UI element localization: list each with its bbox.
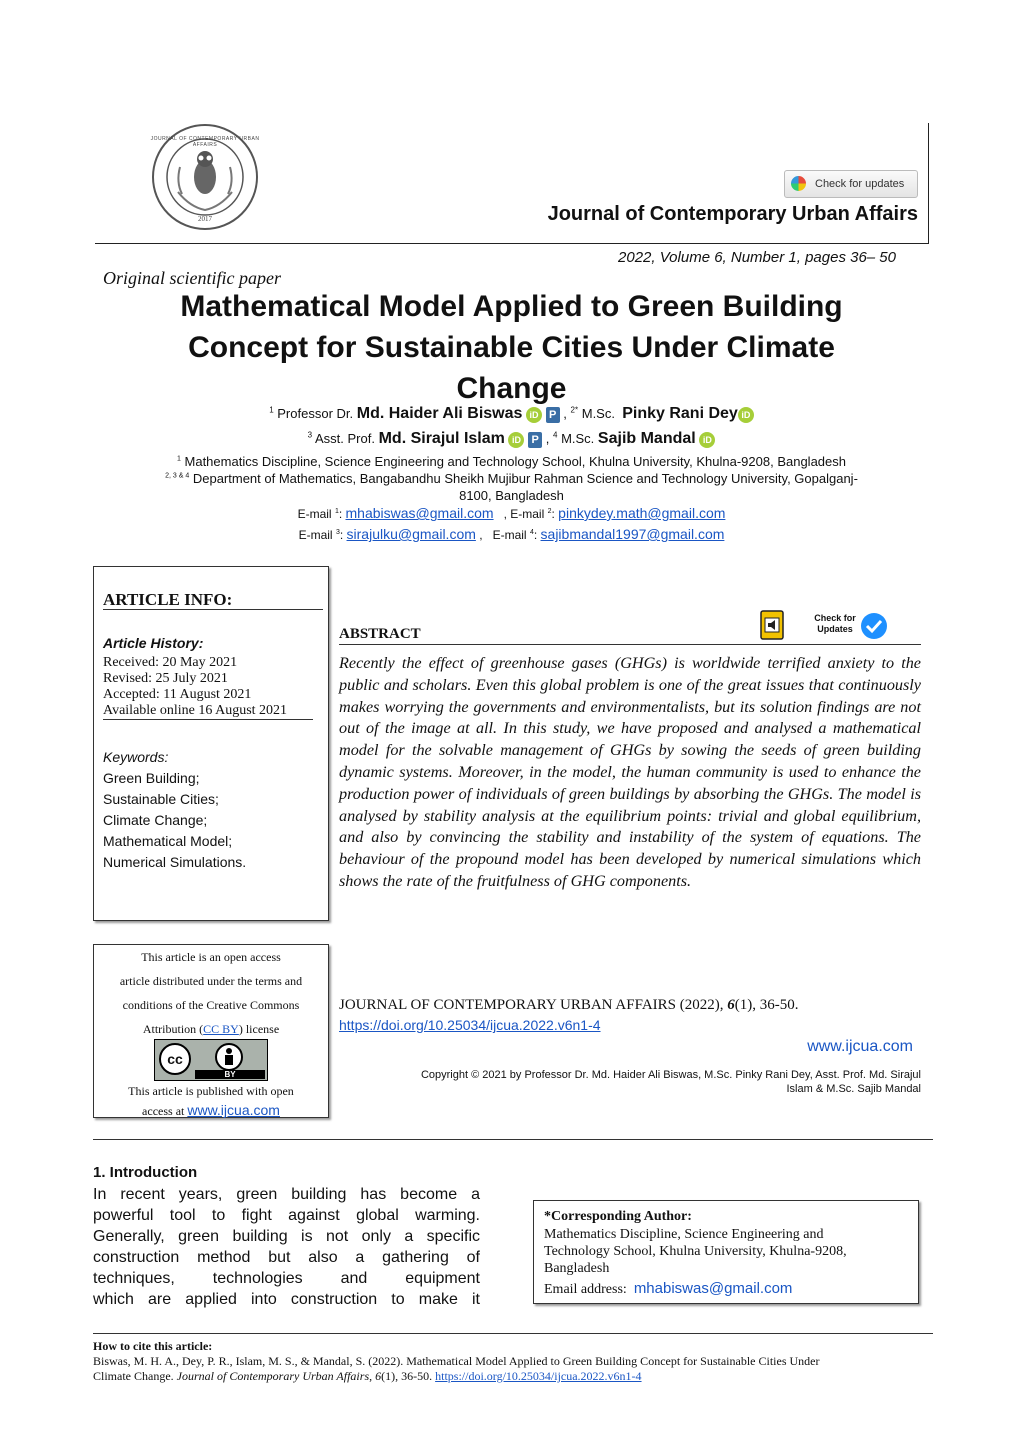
check-updates-icon: [791, 176, 806, 191]
section-rule: [93, 1139, 933, 1140]
author-name: Sajib Mandal: [597, 430, 696, 447]
copyright: [339, 1068, 921, 1096]
emails-line-2: E-mail $^3$: sirajulku@gmail.com , E-mail $^4$: sajibmandal1997@gmail.com: [298, 526, 725, 542]
how-to-cite-line-2: [93, 1369, 642, 1384]
history-item: Revised: 25 July 2021: [103, 671, 228, 686]
email-label: E-mail: [297, 507, 332, 521]
updates-text: Updates: [817, 624, 853, 634]
authors-line-1: [0, 405, 1023, 423]
corresponding-author-box: [533, 1200, 919, 1304]
email-sup: 4: [529, 529, 534, 536]
email-link[interactable]: sirajulku@gmail.com: [346, 526, 476, 542]
corresponding-line: Bangladesh: [544, 1261, 610, 1276]
paper-title: [80, 286, 943, 409]
license-text: conditions of the Creative Commons: [122, 998, 300, 1012]
email-link[interactable]: pinkydey.math@gmail.com: [558, 505, 726, 521]
title-line: Concept for Sustainable Cities Under Climate: [188, 331, 835, 364]
cc-icon: cc: [159, 1043, 191, 1075]
cite-journal: Journal of Contemporary Urban Affairs: [176, 1369, 370, 1383]
keyword: Numerical Simulations.: [103, 854, 247, 870]
journal-title: Journal of Contemporary Urban Affairs: [547, 203, 918, 225]
license-text: This article is published with open: [128, 1084, 294, 1098]
author-name: Md. Haider Ali Biswas: [356, 405, 523, 422]
license-box: [93, 944, 329, 1118]
publons-icon[interactable]: P: [546, 407, 560, 423]
author-prefix: Professor Dr.: [277, 406, 354, 421]
author-prefix: M.Sc.: [561, 431, 595, 446]
orcid-icon[interactable]: iD: [508, 432, 524, 448]
author-separator: ,: [545, 431, 550, 446]
history-item: Accepted: 11 August 2021: [103, 687, 252, 702]
cite-doi-link[interactable]: https://doi.org/10.25034/ijcua.2022.v6n1-4: [435, 1369, 642, 1383]
affiliation-text: Mathematics Discipline, Science Engineering and Technology School, Khulna University, Khulna-9208, Bangladesh: [184, 454, 846, 469]
intro-line: powerful tool to fight against global warming.: [93, 1207, 480, 1224]
author-sup: 4: [552, 430, 558, 440]
author-name: Md. Sirajul Islam: [378, 430, 505, 447]
checkmark-icon: [860, 612, 888, 640]
citation-pages: (1), 36-50.: [734, 997, 799, 1013]
license-text: access at: [142, 1104, 185, 1118]
copyright-line: Islam & M.Sc. Sajib Mandal: [786, 1083, 921, 1095]
author-name: Pinky Rani Dey: [622, 405, 738, 422]
keywords-label: Keywords:: [103, 749, 169, 765]
history-item: Available online 16 August 2021: [103, 703, 313, 720]
author-prefix: Asst. Prof.: [315, 431, 375, 446]
email-label: E-mail: [492, 528, 527, 542]
cite-volume: 6: [375, 1369, 382, 1383]
article-history: [103, 655, 313, 720]
corresponding-line: Mathematics Discipline, Science Engineering and: [544, 1227, 824, 1242]
volume-line: 2022, Volume 6, Number 1, pages 36– 50: [618, 249, 896, 266]
email-label: Email address:: [544, 1282, 627, 1297]
author-sup: 3: [307, 430, 313, 440]
abstract-text: Recently the effect of greenhouse gases (GHGs) is worldwide terrified anxiety to the public and scholars. Even this global problem is one of the great issues that continuously makes worrying the governments and environmentalists, but its solution findings are not out of the image at all. In this study, we have proposed and analysed a mathematical model for the solvable management of GHGs by sowing the seeds of green building dynamic systems. Moreover, in the model, the human community is used to enhance the production power of individuals of green buildings by absorbing the GHGs. The model is analysed by stability analysis at the equilibrium points: trivial and global equilibrium, and also by convincing the stability and instability of the system of equations. The behaviour of the propound model has been developed by numerical simulations which shows the rate of the fruitfulness of GHG components.: [339, 654, 921, 890]
license-access-line: [94, 1101, 328, 1121]
email-link[interactable]: mhabiswas@gmail.com: [345, 505, 494, 521]
article-info-rule: [103, 609, 323, 610]
author-sup: 2*: [570, 405, 579, 415]
affiliation-sup: 1: [176, 455, 181, 463]
footer-rule: [93, 1333, 933, 1334]
title-line: Change: [456, 372, 567, 405]
title-line: Mathematical Model Applied to Green Building: [180, 290, 843, 323]
author-sup: 1: [269, 405, 274, 415]
journal-logo: [150, 122, 260, 232]
keyword: Mathematical Model;: [103, 833, 233, 849]
emails-line-1: E-mail $^1$: mhabiswas@gmail.com , E-mail $^2$: pinkydey.math@gmail.com: [297, 505, 726, 521]
email-sup: 2: [547, 508, 552, 515]
header-vertical-rule: [928, 123, 929, 244]
corresponding-email-line: [544, 1280, 792, 1298]
header-rule: [95, 243, 928, 244]
how-to-cite-heading: How to cite this article:: [93, 1339, 213, 1353]
logo-ring-text: JOURNAL OF CONTEMPORARY URBAN AFFAIRS: [150, 136, 260, 148]
author-prefix: M.Sc.: [581, 406, 615, 421]
affiliation-text: Department of Mathematics, Bangabandhu Sheikh Mujibur Rahman Science and Technology University, Gopalganj-: [192, 471, 858, 486]
intro-text: [93, 1184, 480, 1310]
by-label: BY: [195, 1070, 265, 1079]
copyright-line: Copyright © 2021 by Professor Dr. Md. Haider Ali Biswas, M.Sc. Pinky Rani Dey, Asst. Prof. Md. Sirajul: [420, 1069, 921, 1081]
abstract-rule: [339, 644, 921, 645]
cite-text: Climate Change.: [93, 1369, 174, 1383]
license-text: Attribution (: [142, 1022, 204, 1036]
ijcua-link[interactable]: www.ijcua.com: [187, 1102, 280, 1118]
intro-line: which are applied into construction to make it: [93, 1291, 480, 1308]
license-text: This article is an open access: [141, 950, 281, 964]
license-text: article distributed under the terms and: [119, 974, 303, 988]
intro-line: techniques, technologies and equipment: [93, 1270, 480, 1287]
logo-year: 2017: [198, 215, 212, 223]
email-separator: ,: [479, 528, 483, 542]
license-text: ) license: [238, 1022, 280, 1036]
orcid-icon[interactable]: iD: [526, 407, 542, 423]
email-label: , E-mail: [503, 507, 545, 521]
corresponding-email-link[interactable]: mhabiswas@gmail.com: [633, 1280, 793, 1297]
affiliation-2: [0, 471, 1023, 486]
affiliation-1: [0, 454, 1023, 469]
check-for-updates-button[interactable]: [784, 170, 918, 198]
orcid-icon[interactable]: iD: [699, 432, 715, 448]
citation-volume: 6: [727, 997, 735, 1013]
check-updates-label: Check for updates: [815, 178, 905, 190]
cite-text: (1), 36-50.: [381, 1369, 433, 1383]
license-text-attribution: [94, 1017, 328, 1041]
author-separator: ,: [563, 406, 567, 421]
article-history-label: Article History:: [103, 635, 204, 651]
keywords-list: [103, 768, 246, 873]
website-link[interactable]: www.ijcua.com: [807, 1038, 913, 1055]
attribution-person-icon: [215, 1043, 243, 1071]
cite-text: ,: [369, 1369, 373, 1383]
article-info-heading: ARTICLE INFO:: [103, 590, 233, 609]
email-label: E-mail: [298, 528, 333, 542]
journal-citation: [339, 997, 799, 1014]
authors-line-2: [0, 430, 1023, 448]
affiliation-2-cont: 8100, Bangladesh: [459, 488, 564, 503]
orcid-icon[interactable]: iD: [738, 407, 754, 423]
affiliation-sup: 2, 3 & 4: [165, 472, 190, 480]
keyword: Climate Change;: [103, 812, 208, 828]
audio-icon[interactable]: [760, 610, 784, 640]
keyword: Green Building;: [103, 770, 200, 786]
paper-type: Original scientific paper: [103, 268, 281, 288]
how-to-cite-line-1: Biswas, M. H. A., Dey, P. R., Islam, M. S., & Mandal, S. (2022). Mathematical Model Applied to Green Building Concept for Sustainable Cities Under: [93, 1354, 820, 1368]
doi-link[interactable]: https://doi.org/10.25034/ijcua.2022.v6n1-4: [339, 1017, 601, 1033]
article-info-box: [93, 566, 329, 921]
cc-by-badge[interactable]: [154, 1039, 268, 1081]
publons-icon[interactable]: P: [528, 432, 542, 448]
corresponding-line: Technology School, Khulna University, Khulna-9208,: [544, 1244, 847, 1259]
email-link[interactable]: sajibmandal1997@gmail.com: [540, 526, 725, 542]
cc-by-link[interactable]: CC BY: [203, 1022, 239, 1036]
abstract-heading: ABSTRACT: [339, 626, 421, 642]
history-item: Received: 20 May 2021: [103, 655, 238, 670]
email-sup: 1: [334, 508, 339, 515]
check-for-text: Check for: [814, 613, 856, 623]
intro-line: In recent years, green building has become a: [93, 1186, 480, 1203]
intro-line: construction method but also a gathering of: [93, 1249, 480, 1266]
corresponding-label: *Corresponding Author:: [544, 1209, 692, 1224]
email-sup: 3: [335, 529, 340, 536]
keyword: Sustainable Cities;: [103, 791, 219, 807]
intro-heading: 1. Introduction: [93, 1164, 198, 1181]
check-updates-badge[interactable]: [812, 612, 892, 642]
citation-journal: JOURNAL OF CONTEMPORARY URBAN AFFAIRS (2022),: [339, 997, 724, 1013]
intro-line: Generally, green building is not only a specific: [93, 1228, 480, 1245]
